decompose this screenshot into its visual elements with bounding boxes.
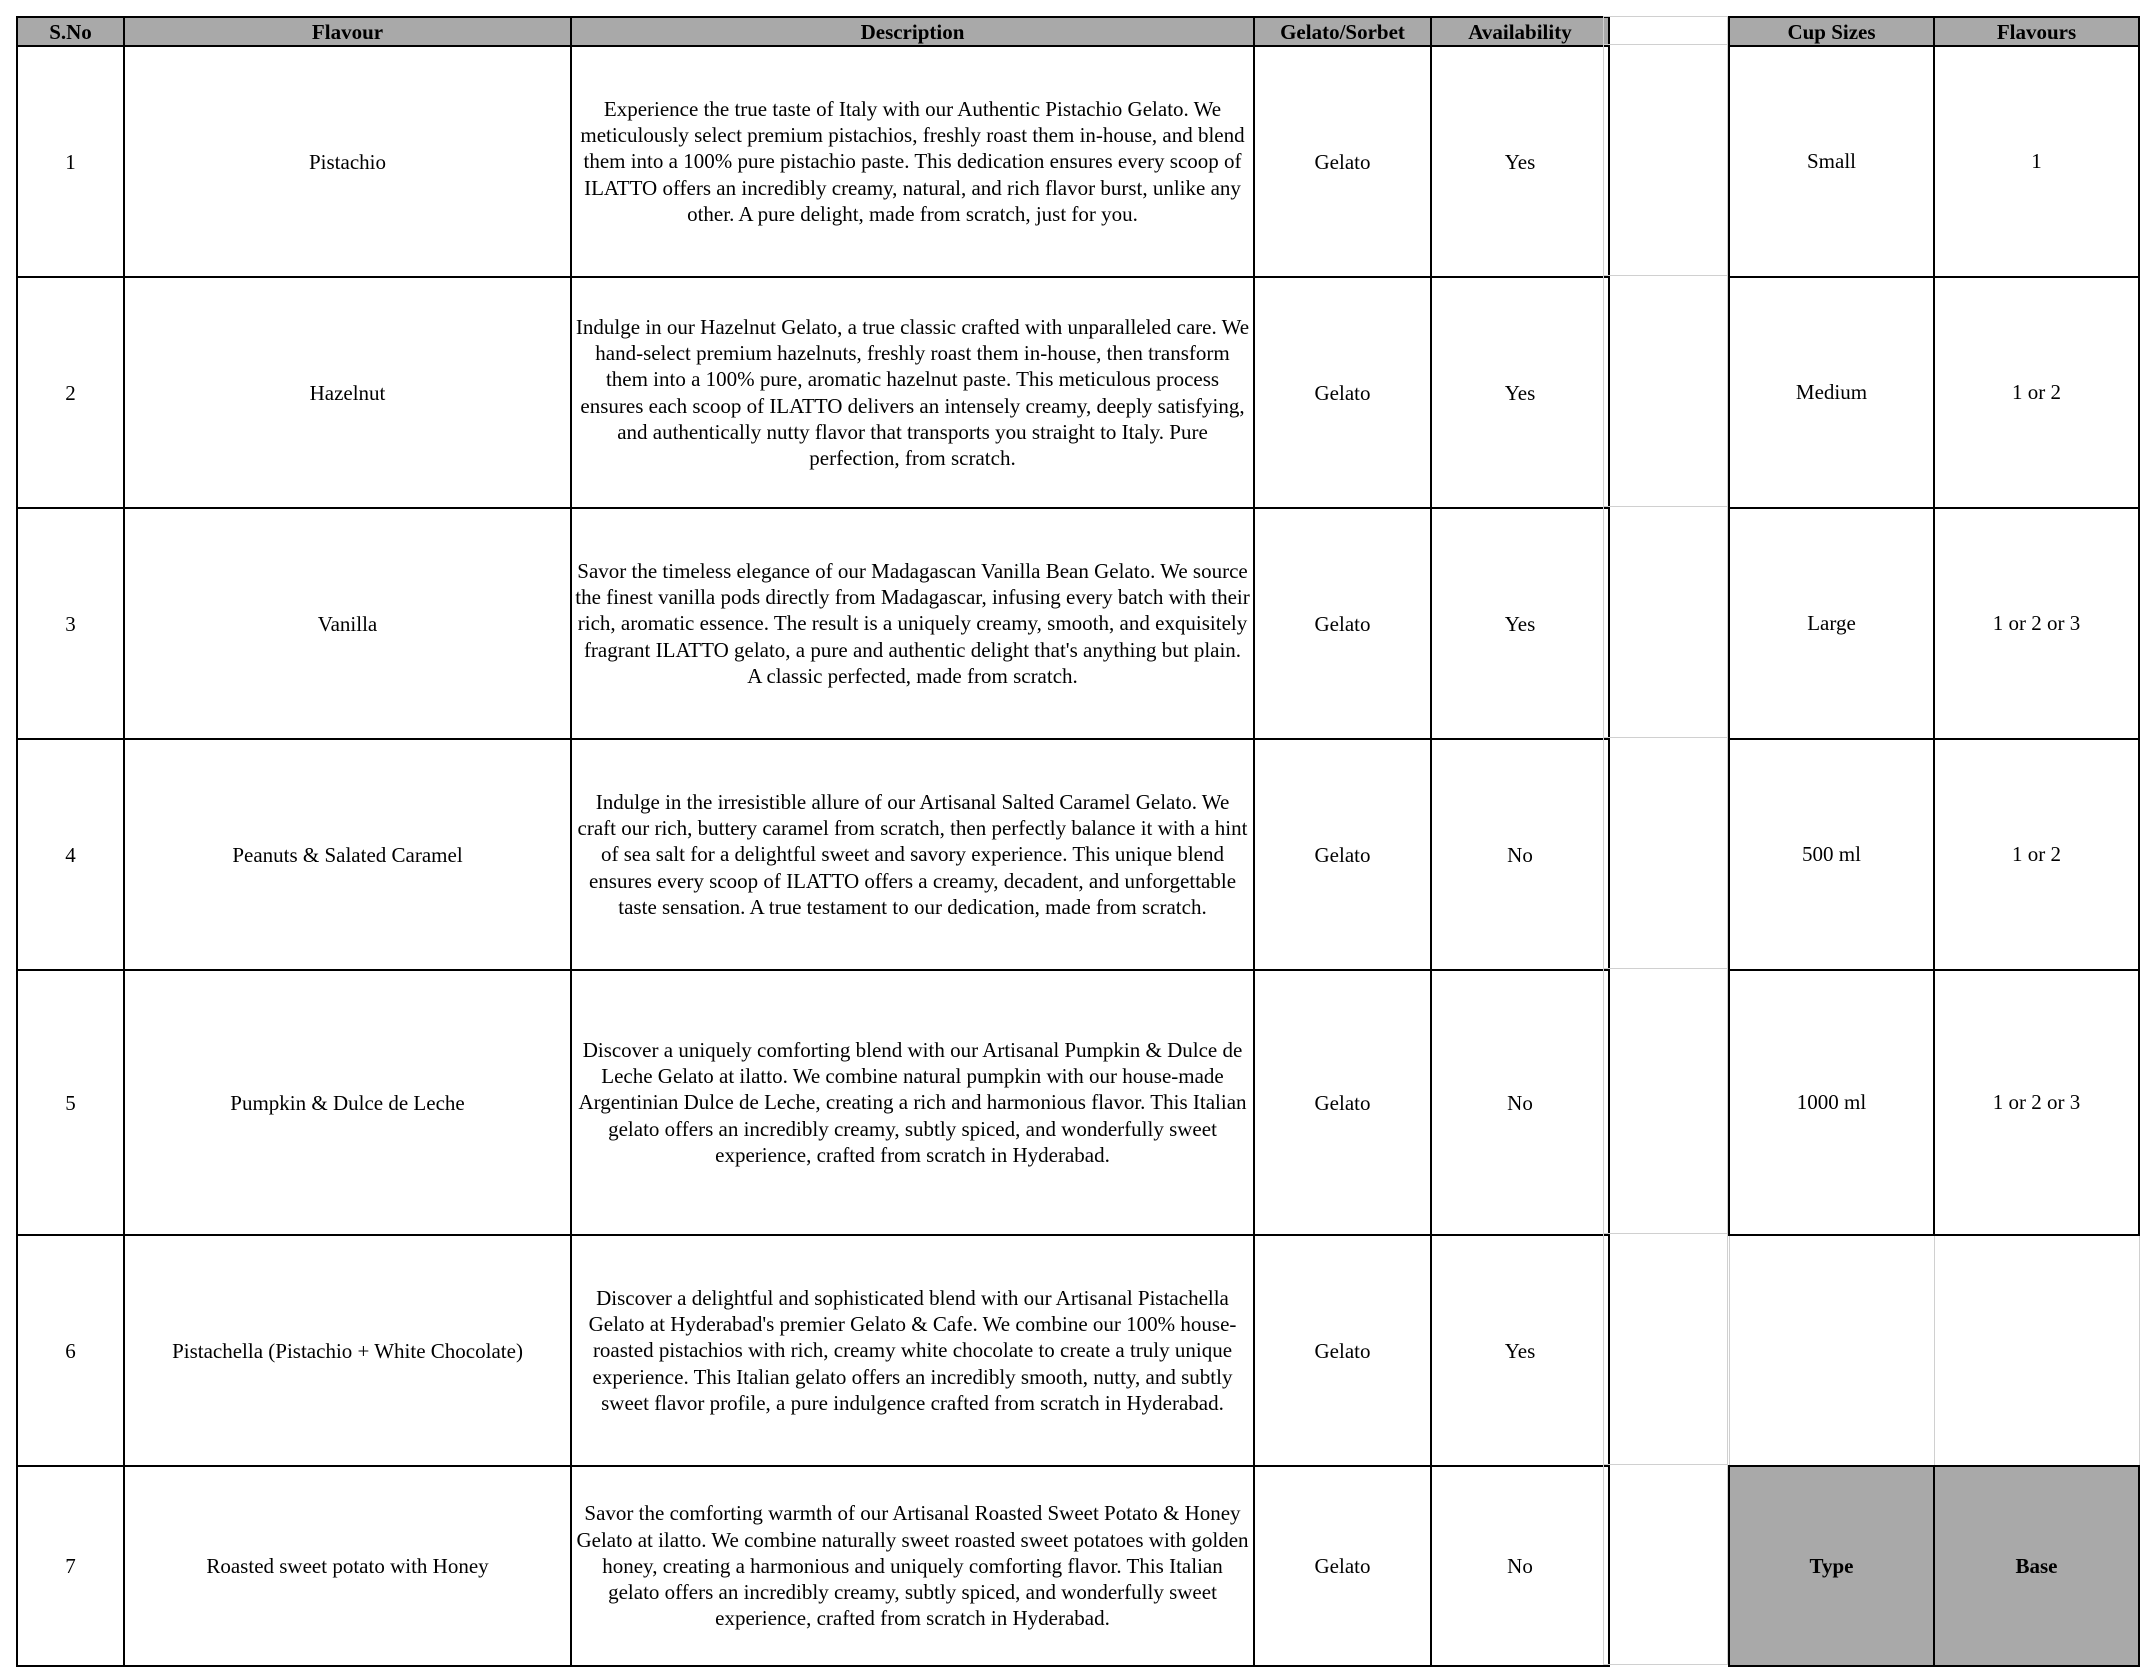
cell-cup-size: Small bbox=[1729, 46, 1934, 277]
table-row bbox=[17, 508, 1609, 739]
cell-cup-size: Medium bbox=[1729, 277, 1934, 508]
table-row bbox=[1729, 1235, 2139, 1466]
cell-sno: 2 bbox=[17, 277, 124, 508]
table-row bbox=[17, 1235, 1609, 1466]
flavours-table bbox=[16, 16, 1610, 1667]
table-row bbox=[17, 1466, 1609, 1666]
cell-flavour: Pistachella (Pistachio + White Chocolate) bbox=[124, 1235, 571, 1466]
cell-flavour-count: 1 bbox=[1934, 46, 2139, 277]
cell-description: Discover a uniquely comforting blend with our Artisanal Pumpkin & Dulce de Leche Gelato at ilatto. We combine natural pumpkin with our house-made Argentinian Dulce de Leche, creating a rich and harmonious flavor. This Italian gelato offers an incredibly creamy, subtly spiced, and wonderfully sweet experience, crafted from scratch in Hyderabad. bbox=[571, 970, 1254, 1235]
empty-cell bbox=[1603, 16, 1728, 45]
cell-description: Indulge in the irresistible allure of our Artisanal Salted Caramel Gelato. We craft our rich, buttery caramel from scratch, then perfectly balance it with a hint of sea salt for a delightful sweet and savory experience. This unique blend ensures every scoop of ILATTO offers a creamy, decadent, and unforgettable taste sensation. A true testament to our dedication, made from scratch. bbox=[571, 739, 1254, 970]
empty-cell bbox=[1603, 969, 1728, 1234]
cell-description: Savor the timeless elegance of our Madagascan Vanilla Bean Gelato. We source the finest vanilla pods directly from Madagascar, infusing every batch with their rich, aromatic essence. The result is a uniquely creamy, smooth, and exquisitely fragrant ILATTO gelato, a pure and authentic delight that's anything but plain. A classic perfected, made from scratch. bbox=[571, 508, 1254, 739]
cell-flavour: Pistachio bbox=[124, 46, 571, 277]
header-cup-sizes: Cup Sizes bbox=[1729, 17, 1934, 46]
cell-availability: No bbox=[1431, 1466, 1609, 1666]
cell-availability: Yes bbox=[1431, 277, 1609, 508]
table-header-row bbox=[1729, 17, 2139, 46]
header-availability: Availability bbox=[1431, 17, 1609, 46]
cell-flavour: Pumpkin & Dulce de Leche bbox=[124, 970, 571, 1235]
cell-cup-size: 500 ml bbox=[1729, 739, 1934, 970]
cell-type: Gelato bbox=[1254, 46, 1431, 277]
empty-cell bbox=[1603, 45, 1728, 276]
cell-flavour-count: 1 or 2 or 3 bbox=[1934, 970, 2139, 1235]
cell-description: Savor the comforting warmth of our Artisanal Roasted Sweet Potato & Honey Gelato at ilatto. We combine naturally sweet roasted sweet potatoes with golden honey, creating a harmonious and uniquely comforting flavor. This Italian gelato offers an incredibly creamy, subtly spiced, and wonderfully sweet experience, crafted from scratch in Hyderabad. bbox=[571, 1466, 1254, 1666]
cell-description: Experience the true taste of Italy with our Authentic Pistachio Gelato. We meticulously select premium pistachios, freshly roast them in-house, and blend them into a 100% pure pistachio paste. This dedication ensures every scoop of ILATTO offers an incredibly creamy, natural, and rich flavor burst, unlike any other. A pure delight, made from scratch, just for you. bbox=[571, 46, 1254, 277]
cell-flavour: Peanuts & Salated Caramel bbox=[124, 739, 571, 970]
header-sno: S.No bbox=[17, 17, 124, 46]
table-footer-row bbox=[1729, 1466, 2139, 1666]
cup-sizes-table-container bbox=[1728, 16, 2140, 1667]
empty-column bbox=[1603, 16, 1728, 1665]
empty-cell bbox=[1603, 507, 1728, 738]
cell-sno: 6 bbox=[17, 1235, 124, 1466]
header-description: Description bbox=[571, 17, 1254, 46]
table-row bbox=[17, 739, 1609, 970]
cell-type-label: Type bbox=[1729, 1466, 1934, 1666]
table-row bbox=[17, 46, 1609, 277]
empty-cell bbox=[1729, 1235, 1934, 1466]
cell-sno: 5 bbox=[17, 970, 124, 1235]
cell-sno: 1 bbox=[17, 46, 124, 277]
table-row bbox=[1729, 970, 2139, 1235]
cup-sizes-table bbox=[1728, 16, 2140, 1667]
cell-cup-size: 1000 ml bbox=[1729, 970, 1934, 1235]
empty-cell bbox=[1603, 1234, 1728, 1465]
table-row bbox=[1729, 739, 2139, 970]
cell-description: Discover a delightful and sophisticated blend with our Artisanal Pistachella Gelato at Hyderabad's premier Gelato & Cafe. We combine our 100% house-roasted pistachios with rich, creamy white chocolate to create a truly unique experience. This Italian gelato offers an incredibly smooth, nutty, and subtly sweet flavor profile, a pure indulgence crafted from scratch in Hyderabad. bbox=[571, 1235, 1254, 1466]
header-flavours: Flavours bbox=[1934, 17, 2139, 46]
cell-flavour: Vanilla bbox=[124, 508, 571, 739]
table-row bbox=[1729, 277, 2139, 508]
cell-type: Gelato bbox=[1254, 970, 1431, 1235]
table-row bbox=[1729, 46, 2139, 277]
table-row bbox=[17, 277, 1609, 508]
header-gelato-sorbet: Gelato/Sorbet bbox=[1254, 17, 1431, 46]
cell-type: Gelato bbox=[1254, 508, 1431, 739]
cell-flavour-count: 1 or 2 bbox=[1934, 739, 2139, 970]
table-row bbox=[17, 970, 1609, 1235]
cell-type: Gelato bbox=[1254, 739, 1431, 970]
table-row bbox=[1729, 508, 2139, 739]
cell-sno: 4 bbox=[17, 739, 124, 970]
empty-cell bbox=[1934, 1235, 2139, 1466]
cell-type: Gelato bbox=[1254, 277, 1431, 508]
flavours-table-container bbox=[16, 16, 1610, 1667]
cell-type: Gelato bbox=[1254, 1466, 1431, 1666]
cell-base-label: Base bbox=[1934, 1466, 2139, 1666]
cell-cup-size: Large bbox=[1729, 508, 1934, 739]
cell-availability: No bbox=[1431, 970, 1609, 1235]
cell-sno: 3 bbox=[17, 508, 124, 739]
cell-type: Gelato bbox=[1254, 1235, 1431, 1466]
cell-availability: Yes bbox=[1431, 46, 1609, 277]
empty-cell bbox=[1603, 276, 1728, 507]
cell-flavour-count: 1 or 2 or 3 bbox=[1934, 508, 2139, 739]
cell-flavour: Roasted sweet potato with Honey bbox=[124, 1466, 571, 1666]
cell-sno: 7 bbox=[17, 1466, 124, 1666]
cell-flavour: Hazelnut bbox=[124, 277, 571, 508]
header-flavour: Flavour bbox=[124, 17, 571, 46]
cell-availability: Yes bbox=[1431, 1235, 1609, 1466]
cell-description: Indulge in our Hazelnut Gelato, a true classic crafted with unparalleled care. We hand-select premium hazelnuts, freshly roast them in-house, then transform them into a 100% pure, aromatic hazelnut paste. This meticulous process ensures each scoop of ILATTO delivers an intensely creamy, deeply satisfying, and authentically nutty flavor that transports you straight to Italy. Pure perfection, from scratch. bbox=[571, 277, 1254, 508]
table-header-row bbox=[17, 17, 1609, 46]
cell-flavour-count: 1 or 2 bbox=[1934, 277, 2139, 508]
cell-availability: No bbox=[1431, 739, 1609, 970]
empty-cell bbox=[1603, 738, 1728, 969]
empty-cell bbox=[1603, 1465, 1728, 1665]
cell-availability: Yes bbox=[1431, 508, 1609, 739]
